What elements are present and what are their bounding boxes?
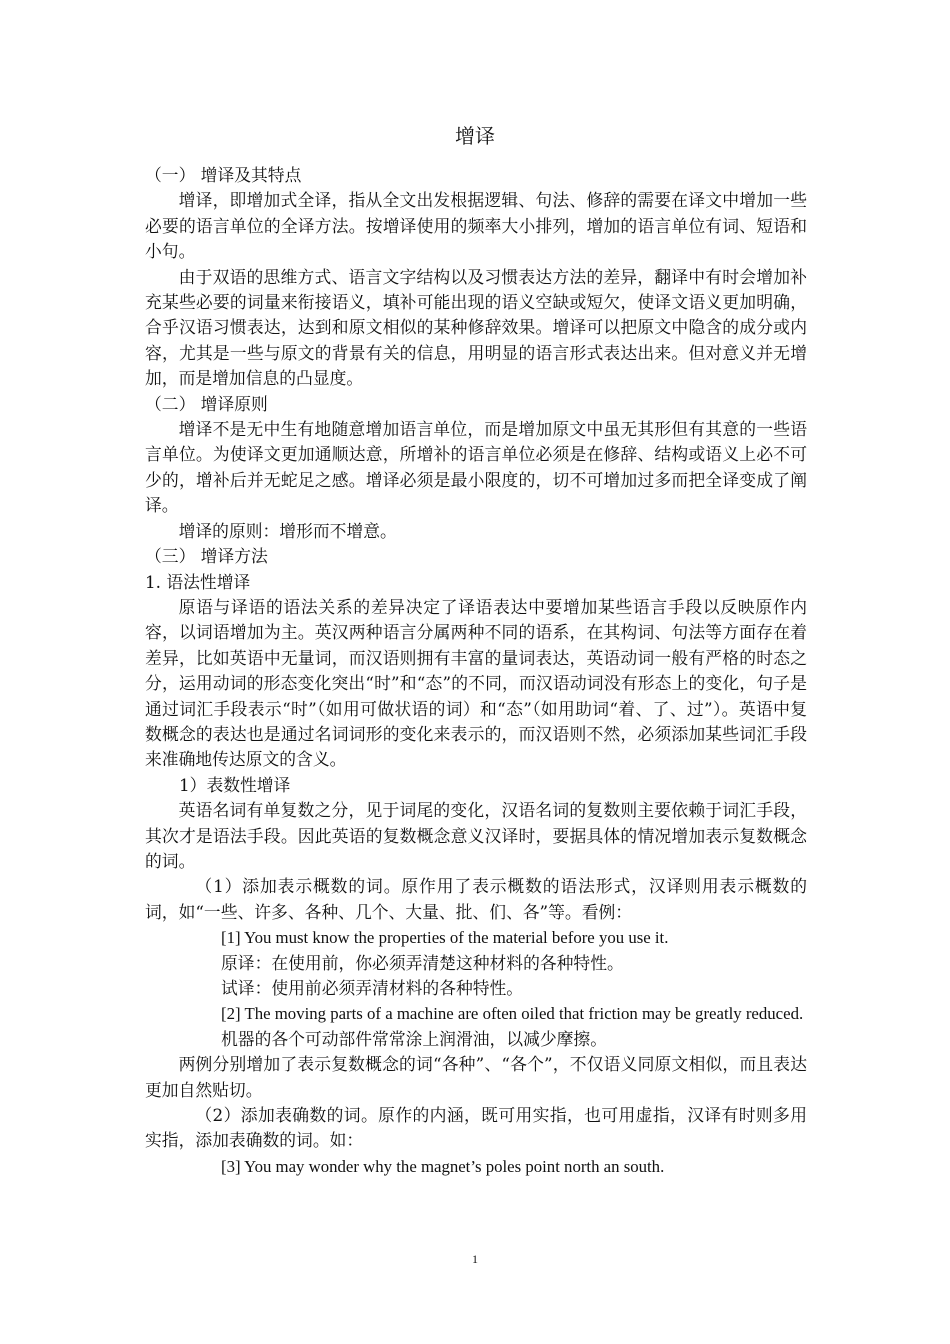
paragraph: 增译的原则：增形而不增意。 [178,520,397,541]
section-heading-3: （三） 增译方法 [145,546,268,567]
section-heading-2: （二） 增译原则 [145,393,268,414]
paragraph: （2）添加表确数的词。原作的内涵，既可用实指，也可用虚指，汉译有时则多用实指，添加表确数的词。如： [145,1105,807,1151]
page-title: 增译 [455,124,495,148]
example-english: [1] You must know the properties of the material before you use it. [221,928,669,948]
document-body [145,163,807,1179]
page-number: 1 [472,1252,478,1266]
example-trial-translation: 试译：使用前必须弄清材料的各种特性。 [221,978,524,998]
paragraph: 英语名词有单复数之分，见于词尾的变化，汉语名词的复数则主要依赖于词汇手段，其次才是语法手段。因此英语的复数概念意义汉译时，要据具体的情况增加表示复数概念的词。 [145,800,807,871]
paragraph: 增译不是无中生有地随意增加语言单位，而是增加原文中虽无其形但有其意的一些语言单位。为使译文更加通顺达意，所增补的语言单位必须是在修辞、结构或语义上必不可少的，增补后并无蛇足之感。增译必须是最小限度的，切不可增加过多而把全译变成了阐译。 [145,419,807,516]
paragraph: 两例分别增加了表示复数概念的词“各种”、“各个”，不仅语义同原文相似，而且表达更加自然贴切。 [145,1054,807,1100]
paragraph: 原语与译语的语法关系的差异决定了译语表达中要增加某些语言手段以反映原作内容，以词语增加为主。英汉两种语言分属两种不同的语系，在其构词、句法等方面存在着差异，比如英语中无量词，而汉语则拥有丰富的量词表达，英语动词一般有严格的时态之分，运用动词的形态变化突出“时”和“态”的不同，而汉语动词没有形态上的变化，句子是通过词汇手段表示“时”（如用可做状语的词）和“态”（如用助词“着、了、过”）。英语中复数概念的表达也是通过名词词形的变化来表示的，而汉语则不然，必须添加某些词汇手段来准确地传达原文的含义。 [145,596,807,770]
paragraph: （1）添加表示概数的词。原作用了表示概数的语法形式，汉译则用表示概数的词，如“一些、许多、各种、几个、大量、批、们、各”等。看例： [145,876,807,922]
subsubsection-heading: 1）表数性增译 [179,774,291,795]
paragraph: 增译，即增加式全译，指从全文出发根据逻辑、句法、修辞的需要在译文中增加一些必要的语言单位的全译方法。按增译使用的频率大小排列，增加的语言单位有词、短语和小句。 [145,190,807,262]
section-heading-1: （一） 增译及其特点 [145,165,302,185]
example-english: [2] The moving parts of a machine are often oiled that friction may be greatly reduced. [221,1004,804,1024]
subsection-heading: 1. 语法性增译 [145,571,251,592]
example-original-translation: 原译：在使用前，你必须弄清楚这种材料的各种特性。 [221,952,624,973]
paragraph: 由于双语的思维方式、语言文字结构以及习惯表达方法的差异，翻译中有时会增加补充某些必要的词量来衔接语义，填补可能出现的语义空缺或短欠，使译文语义更加明确，合乎汉语习惯表达，达到和原文相似的某种修辞效果。增译可以把原文中隐含的成分或内容，尤其是一些与原文的背景有关的信息，用明显的语言形式表达出来。但对意义并无增加，而是增加信息的凸显度。 [145,266,807,389]
example-translation: 机器的各个可动部件常常涂上润滑油，以减少摩擦。 [221,1028,607,1049]
example-english: [3] You may wonder why the magnet’s poles point north an south. [221,1156,665,1176]
